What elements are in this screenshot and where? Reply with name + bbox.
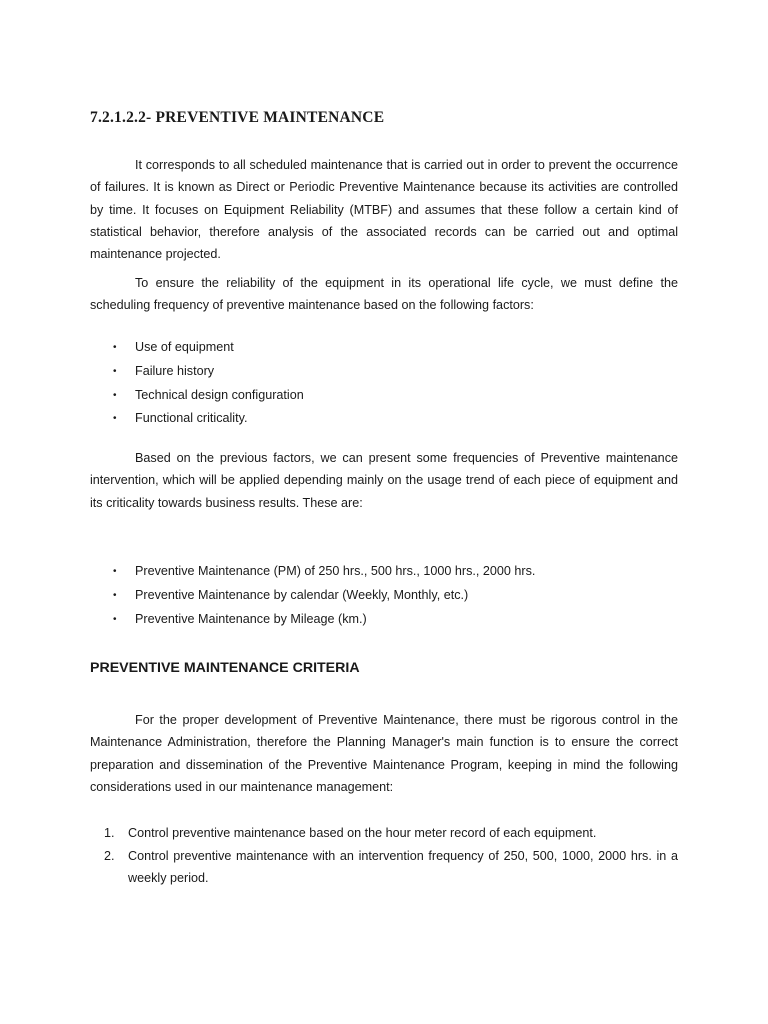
frequencies-list	[90, 560, 535, 631]
list-number: 2.	[104, 848, 115, 863]
list-item	[90, 384, 304, 408]
paragraph-scheduling-frequency: To ensure the reliability of the equipment in its operational life cycle, we must define the scheduling frequency of preventive maintenance based on the following factors:	[90, 276, 678, 313]
list-item-text: Control preventive maintenance based on the hour meter record of each equipment.	[128, 826, 597, 840]
bullet-icon: •	[113, 589, 117, 601]
criteria-list	[90, 822, 678, 890]
list-item-text: Functional criticality.	[135, 411, 248, 426]
bullet-icon: •	[113, 365, 117, 377]
list-item	[90, 336, 304, 360]
list-item-text: Control preventive maintenance with an intervention frequency of 250, 500, 1000, 2000 hrs. in a weekly period.	[128, 848, 678, 886]
bullet-icon: •	[113, 613, 117, 625]
list-item	[90, 608, 535, 632]
list-item-text: Failure history	[135, 363, 215, 378]
list-item-text: Preventive Maintenance (PM) of 250 hrs., 500 hrs., 1000 hrs., 2000 hrs.	[135, 564, 536, 578]
criteria-heading: PREVENTIVE MAINTENANCE CRITERIA	[90, 660, 360, 676]
list-item	[90, 584, 535, 608]
list-item-text: Preventive Maintenance by Mileage (km.)	[135, 611, 367, 626]
paragraph-criteria-intro: For the proper development of Preventive Maintenance, there must be rigorous control in the Maintenance Administration, therefore the Planning Manager's main function is to ensure the correct preparation and dissemination of the Preventive Maintenance Program, keeping in mind the following considerations used in our maintenance management:	[90, 713, 678, 794]
list-number: 1.	[104, 826, 115, 840]
bullet-icon: •	[113, 389, 117, 401]
bullet-icon: •	[113, 413, 117, 425]
bullet-icon: •	[113, 566, 117, 577]
list-item	[90, 407, 304, 431]
list-item	[90, 560, 535, 584]
bullet-icon: •	[113, 342, 117, 353]
list-item-text: Technical design configuration	[135, 387, 304, 402]
paragraph-definition: It corresponds to all scheduled maintenance that is carried out in order to prevent the occurrence of failures. It is known as Direct or Periodic Preventive Maintenance because its activities are controlled by time. It focuses on Equipment Reliability (MTBF) and assumes that these follow a certain kind of statistical behavior, therefore analysis of the associated records can be carried out and optimal maintenance projected.	[90, 158, 678, 262]
section-title: 7.2.1.2.2- PREVENTIVE MAINTENANCE	[90, 109, 385, 126]
factors-list	[90, 336, 304, 431]
list-item	[90, 845, 678, 890]
list-item	[90, 360, 304, 384]
list-item	[90, 822, 678, 845]
list-item-text: Preventive Maintenance by calendar (Weekly, Monthly, etc.)	[135, 587, 469, 602]
paragraph-frequencies-intro: Based on the previous factors, we can present some frequencies of Preventive maintenance intervention, which will be applied depending mainly on the usage trend of each piece of equipment and its criticality towards business results. These are:	[90, 451, 678, 510]
list-item-text: Use of equipment	[135, 340, 234, 354]
